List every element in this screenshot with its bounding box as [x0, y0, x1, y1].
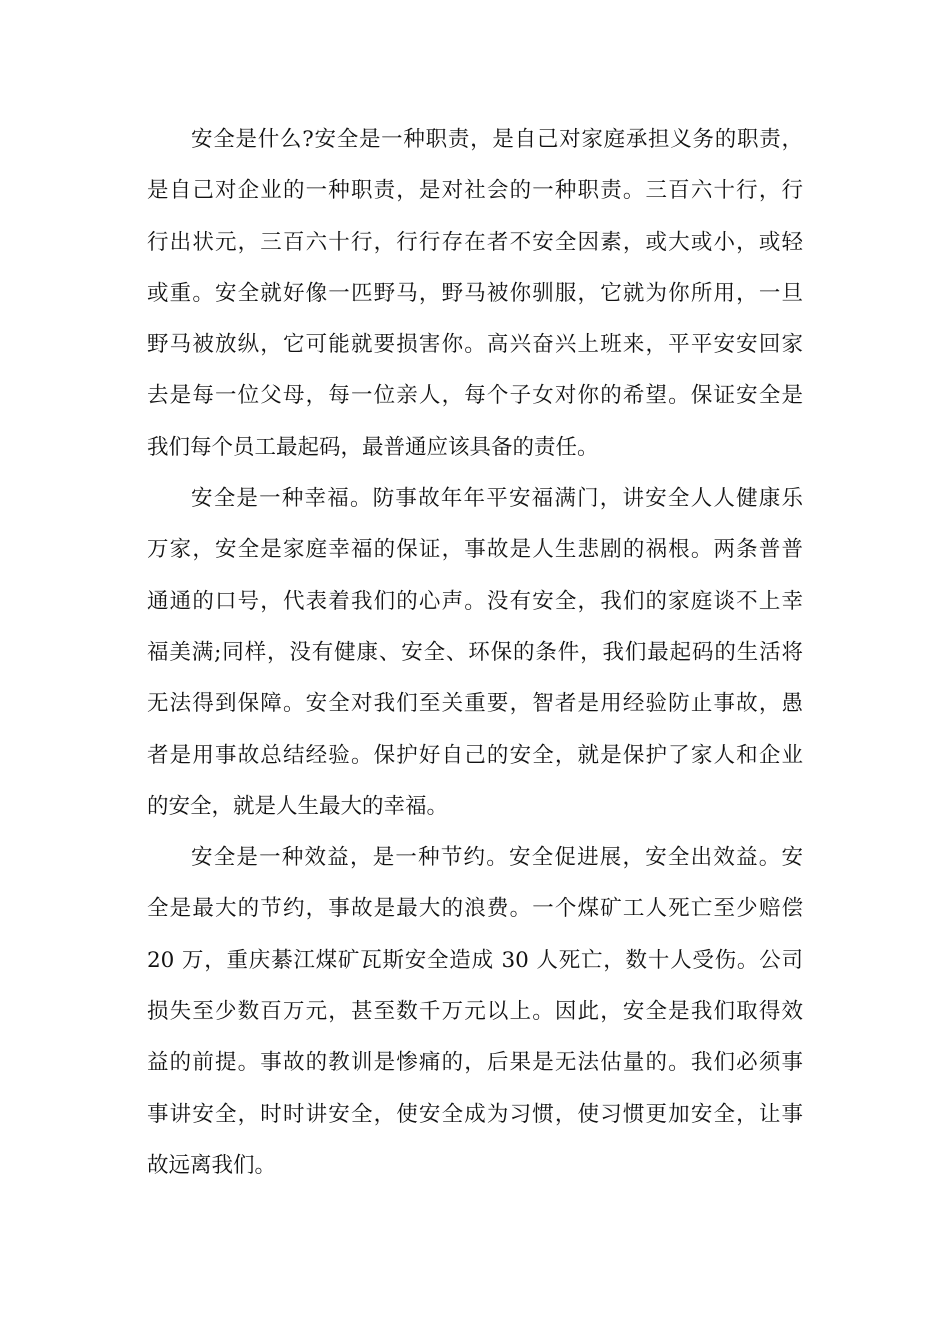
text-line: 安全是一种效益，是一种节约。安全促进展，安全出效益。安	[191, 845, 803, 871]
text-line: 安全是什么?安全是一种职责，是自己对家庭承担义务的职责，	[191, 127, 803, 152]
text-line: 野马被放纵，它可能就要损害你。高兴奋兴上班来，平平安安回家	[147, 332, 803, 358]
text-line: 安全是一种幸福。防事故年年平安福满门，讲安全人人健康乐	[191, 486, 803, 512]
paragraph-2	[147, 473, 803, 832]
text-line: 无法得到保障。安全对我们至关重要，智者是用经验防止事故，愚	[147, 691, 803, 717]
text-line: 20 万，重庆綦江煤矿瓦斯安全造成 30 人死亡，数十人受伤。公司	[147, 947, 803, 973]
text-line: 故远离我们。	[147, 1152, 277, 1178]
text-line: 行出状元，三百六十行，行行存在者不安全因素，或大或小，或轻	[147, 229, 803, 255]
text-line: 损失至少数百万元，甚至数千万元以上。因此，安全是我们取得效	[147, 999, 803, 1025]
paragraph-3	[147, 832, 803, 1191]
text-line: 者是用事故总结经验。保护好自己的安全，就是保护了家人和企业	[147, 742, 803, 768]
text-line: 益的前提。事故的教训是惨痛的，后果是无法估量的。我们必须事	[147, 1050, 803, 1076]
text-line: 万家，安全是家庭幸福的保证，事故是人生悲剧的祸根。两条普普	[147, 537, 803, 563]
text-line: 去是每一位父母，每一位亲人，每个子女对你的希望。保证安全是	[147, 383, 803, 409]
text-line: 或重。安全就好像一匹野马，野马被你驯服，它就为你所用，一旦	[147, 280, 803, 306]
text-line: 我们每个员工最起码，最普通应该具备的责任。	[147, 434, 599, 460]
text-line: 的安全，就是人生最大的幸福。	[147, 793, 449, 819]
text-line: 福美满;同样，没有健康、安全、环保的条件，我们最起码的生活将	[147, 639, 803, 665]
text-line: 是自己对企业的一种职责，是对社会的一种职责。三百六十行，行	[147, 178, 803, 204]
text-line: 全是最大的节约，事故是最大的浪费。一个煤矿工人死亡至少赔偿	[147, 896, 803, 922]
text-line: 事讲安全，时时讲安全，使安全成为习惯，使习惯更加安全，让事	[147, 1101, 803, 1127]
text-line: 通通的口号，代表着我们的心声。没有安全，我们的家庭谈不上幸	[147, 588, 803, 614]
paragraph-1	[147, 114, 803, 473]
document-body	[147, 114, 803, 1191]
